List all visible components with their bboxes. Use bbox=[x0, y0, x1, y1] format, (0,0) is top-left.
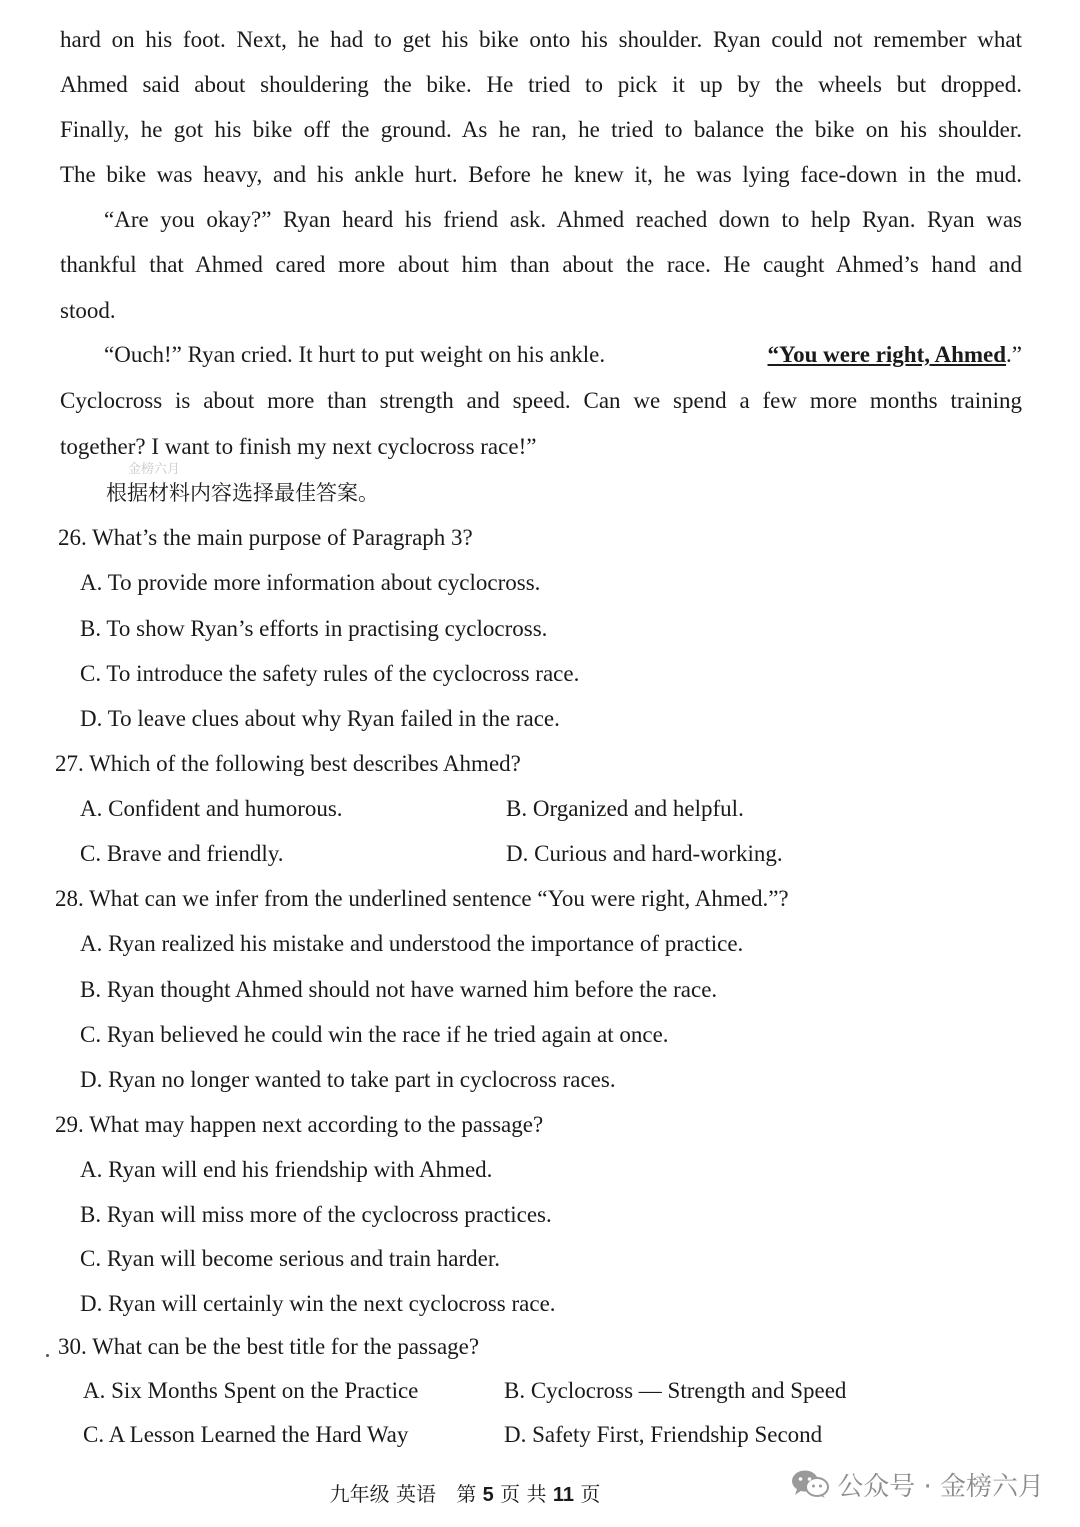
question-30-option-d: D. Safety First, Friendship Second bbox=[504, 1422, 823, 1447]
passage-line-3: Finally, he got his bike off the ground. As he ran, he tried to balance the bike on his shoulder. bbox=[60, 117, 1022, 142]
scan-dot bbox=[46, 1354, 49, 1357]
passage-line-4: The bike was heavy, and his ankle hurt. Before he knew it, he was lying face-down in the mud. bbox=[60, 162, 1022, 187]
question-30-option-c: C. A Lesson Learned the Hard Way bbox=[83, 1422, 409, 1447]
passage-line-5: “Are you okay?” Ryan heard his friend ask. Ahmed reached down to help Ryan. Ryan was bbox=[104, 207, 1022, 232]
underlined-sentence-suffix: .” bbox=[1006, 342, 1022, 367]
question-30-stem: 30. What can be the best title for the passage? bbox=[58, 1334, 480, 1359]
question-29-option-d: D. Ryan will certainly win the next cyclocross race. bbox=[80, 1291, 556, 1316]
question-30-option-b: B. Cyclocross — Strength and Speed bbox=[504, 1378, 847, 1403]
question-27-option-a: A. Confident and humorous. bbox=[80, 796, 343, 821]
footer-page-total: 11 bbox=[552, 1484, 575, 1506]
footer-page-mid: 页 共 bbox=[500, 1482, 547, 1506]
instruction: 根据材料内容选择最佳答案。 bbox=[106, 481, 379, 505]
question-28-option-a: A. Ryan realized his mistake and understood the importance of practice. bbox=[80, 931, 744, 956]
passage-line-2: Ahmed said about shouldering the bike. He tried to pick it up by the wheels but dropped. bbox=[60, 72, 1022, 97]
question-29-option-b: B. Ryan will miss more of the cyclocross practices. bbox=[80, 1202, 552, 1227]
question-26-option-d: D. To leave clues about why Ryan failed in the race. bbox=[80, 706, 560, 731]
footer-page-suffix: 页 bbox=[580, 1482, 601, 1506]
wechat-watermark bbox=[791, 1466, 1044, 1502]
passage-last-para-line-3: together? I want to finish my next cyclocross race!” bbox=[60, 434, 537, 459]
question-28-option-b: B. Ryan thought Ahmed should not have warned him before the race. bbox=[80, 977, 718, 1002]
underlined-sentence bbox=[768, 340, 1022, 370]
question-29-option-a: A. Ryan will end his friendship with Ahmed. bbox=[80, 1157, 493, 1182]
question-27-option-b: B. Organized and helpful. bbox=[506, 796, 744, 821]
question-26-stem: 26. What’s the main purpose of Paragraph 3? bbox=[58, 525, 473, 550]
question-29-option-c: C. Ryan will become serious and train harder. bbox=[80, 1246, 500, 1271]
footer-grade-subject: 九年级 英语 bbox=[329, 1482, 436, 1506]
question-28-stem: 28. What can we infer from the underlined sentence “You were right, Ahmed.”? bbox=[55, 886, 789, 911]
passage-line-6: thankful that Ahmed cared more about him than about the race. He caught Ahmed’s hand and bbox=[60, 252, 1022, 277]
last-para-prefix: “Ouch!” Ryan cried. It hurt to put weight on his ankle. bbox=[104, 342, 606, 367]
passage-line-1: hard on his foot. Next, he had to get his bike onto his shoulder. Ryan could not remember what bbox=[60, 27, 1022, 52]
question-26-option-c: C. To introduce the safety rules of the cyclocross race. bbox=[80, 661, 580, 686]
footer-page-prefix: 第 bbox=[456, 1482, 477, 1506]
passage-last-para-line-2: Cyclocross is about more than strength and speed. Can we spend a few more months training bbox=[60, 388, 1022, 413]
passage-last-para-line-1 bbox=[104, 340, 1022, 370]
question-29-stem: 29. What may happen next according to the passage? bbox=[55, 1112, 544, 1137]
question-27-stem: 27. Which of the following best describes Ahmed? bbox=[55, 751, 521, 776]
small-watermark: 金榜六月 bbox=[128, 462, 181, 477]
underlined-sentence-text: “You were right, Ahmed bbox=[767, 342, 1007, 367]
footer-page-number: 5 bbox=[482, 1484, 494, 1506]
question-26-option-b: B. To show Ryan’s efforts in practising cyclocross. bbox=[80, 616, 548, 641]
passage-line-7: stood. bbox=[60, 298, 116, 323]
question-28-option-d: D. Ryan no longer wanted to take part in cyclocross races. bbox=[80, 1067, 616, 1092]
question-30-option-a: A. Six Months Spent on the Practice bbox=[83, 1378, 419, 1403]
question-27-option-d: D. Curious and hard-working. bbox=[506, 841, 783, 866]
question-26-option-a: A. To provide more information about cyclocross. bbox=[80, 570, 541, 595]
wechat-icon bbox=[791, 1469, 829, 1499]
question-28-option-c: C. Ryan believed he could win the race if he tried again at once. bbox=[80, 1022, 669, 1047]
question-27-option-c: C. Brave and friendly. bbox=[80, 841, 284, 866]
wechat-watermark-text: 公众号 · 金榜六月 bbox=[837, 1471, 1044, 1502]
